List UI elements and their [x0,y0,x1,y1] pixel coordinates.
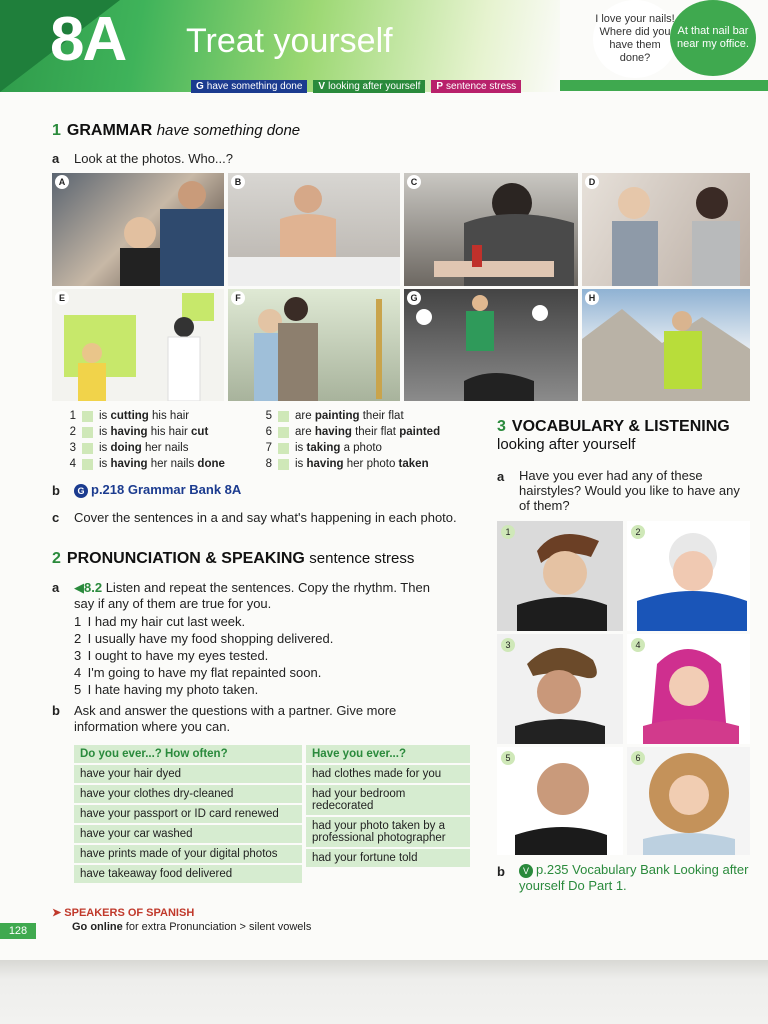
item-label: c [52,510,60,525]
item-label: a [497,469,505,484]
pron-line-3: 3 I ought to have my eyes tested. [74,648,269,663]
sentence-7: 7 is taking a photo [265,442,382,454]
photo-f: F [228,289,400,401]
hairstyle-4: 4 [627,634,750,744]
cursor-icon: ➤ [52,907,62,919]
answer-box[interactable] [278,411,289,422]
item-label: b [52,703,60,718]
table-cell: had your bedroom redecorated [306,785,470,815]
table-cell: had clothes made for you [306,765,470,783]
table-cell: have your clothes dry-cleaned [74,785,302,803]
answer-box[interactable] [82,411,93,422]
tag-vocabulary: V looking after yourself [313,80,425,93]
pron-line-4: 4 I'm going to have my flat repainted soon. [74,665,322,680]
item-label: a [52,580,60,595]
sentence-4: 4 is having her nails done [69,458,225,470]
instruction: ◀8.2 Listen and repeat the sentences. Copy the rhythm. Then [74,580,430,595]
question-table-2 [306,745,470,867]
answer-box[interactable] [278,427,289,438]
unit-number: 8A [50,5,126,74]
section-1-heading: 1 GRAMMAR have something done [52,122,301,139]
vocabulary-bank-link[interactable]: V p.235 Vocabulary Bank Looking after yourself Do Part 1. [519,862,749,893]
photo-a: A [52,173,224,286]
photo-e: E [52,289,224,401]
pron-line-2: 2 I usually have my food shopping delivered. [74,631,334,646]
audio-icon[interactable]: ◀ [74,580,84,595]
page-number: 128 [0,923,36,939]
pron-line-1: 1 I had my hair cut last week. [74,614,246,629]
scan-margin [0,960,768,1024]
sentence-8: 8 is having her photo taken [265,458,429,470]
answer-box[interactable] [82,443,93,454]
instruction: Cover the sentences in a and say what's happening in each photo. [74,510,457,525]
speech-bubble-answer: At that nail bar near my office. [670,0,756,76]
table-cell: have prints made of your digital photos [74,845,302,863]
hairstyle-1: 1 [497,521,623,631]
header-rule [560,80,768,91]
table-cell: had your fortune told [306,849,470,867]
section-2-heading: 2 PRONUNCIATION & SPEAKING sentence stress [52,550,415,567]
table-header: Do you ever...? How often? [74,745,302,763]
sentence-6: 6 are having their flat painted [265,426,441,438]
instruction: Have you ever had any of these hairstyles? Would you like to have any of them? [519,468,740,513]
hairstyle-2: 2 [627,521,750,631]
speech-bubble-question: I love your nails! Where did you have them done? [593,0,677,78]
answer-box[interactable] [82,427,93,438]
instruction: Ask and answer the questions with a partner. Give more [74,703,397,718]
instruction: information where you can. [74,719,231,734]
sentence-3: 3 is doing her nails [69,442,189,454]
table-cell: have your passport or ID card renewed [74,805,302,823]
table-header: Have you ever...? [306,745,470,763]
instruction: Look at the photos. Who...? [74,151,233,166]
photo-b: B [228,173,400,286]
vocabulary-icon: V [519,864,533,878]
speakers-of-spanish: ➤ SPEAKERS OF SPANISH [52,907,195,919]
tag-pronunciation: P sentence stress [431,80,521,93]
lesson-title: Treat yourself [186,22,393,60]
photo-h: H [582,289,750,401]
answer-box[interactable] [278,459,289,470]
item-label: b [497,864,505,879]
answer-box[interactable] [82,459,93,470]
photo-d: D [582,173,750,286]
grammar-icon: G [74,484,88,498]
sentence-2: 2 is having his hair cut [69,426,209,438]
hairstyle-6: 6 [627,747,750,855]
photo-c: C [404,173,578,286]
hairstyle-3: 3 [497,634,623,744]
table-cell: have your hair dyed [74,765,302,783]
grammar-bank-link[interactable]: G p.218 Grammar Bank 8A [74,482,241,498]
online-note: Go online for extra Pronunciation > silent vowels [72,921,312,933]
sentence-5: 5 are painting their flat [265,410,404,422]
answer-box[interactable] [278,443,289,454]
pron-line-5: 5 I hate having my photo taken. [74,682,259,697]
table-cell: have takeaway food delivered [74,865,302,883]
table-cell: had your photo taken by a professional photographer [306,817,470,847]
lesson-tags [191,80,521,93]
question-table-1 [74,745,302,883]
item-label: b [52,483,60,498]
instruction: say if any of them are true for you. [74,596,272,611]
sentence-1: 1 is cutting his hair [69,410,190,422]
photo-g: G [404,289,578,401]
hairstyle-5: 5 [497,747,623,855]
section-3-heading: 3 VOCABULARY & LISTENING looking after yourself [497,418,730,453]
tag-grammar: G have something done [191,80,307,93]
table-cell: have your car washed [74,825,302,843]
item-label: a [52,151,60,166]
